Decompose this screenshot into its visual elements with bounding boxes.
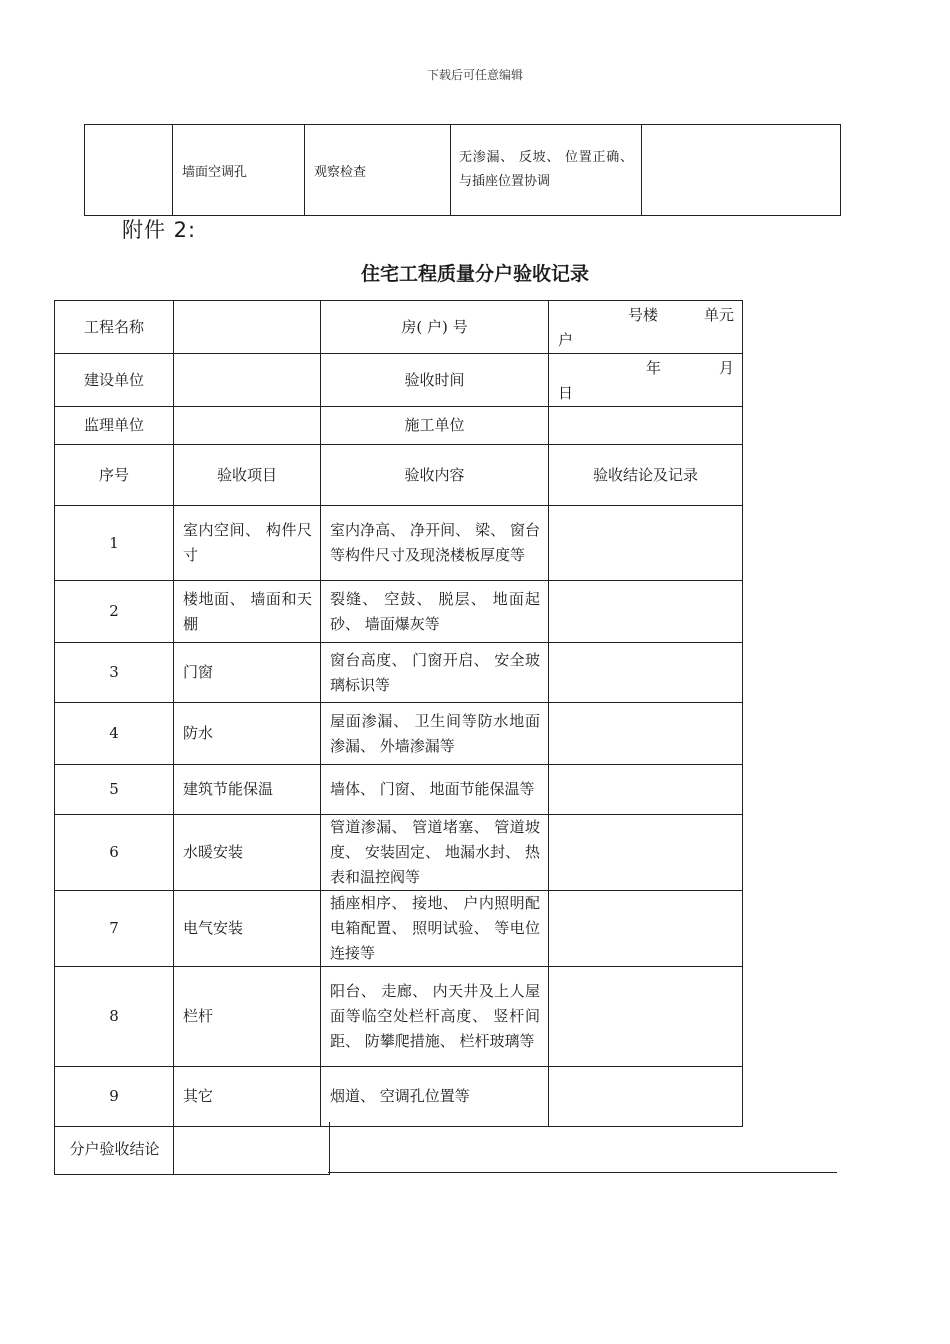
row-content: 窗台高度、 门窗开启、 安全玻璃标识等 [321,643,549,703]
column-header-result: 验收结论及记录 [549,445,743,506]
unit-suffix: 单元 [703,306,734,324]
table-row [55,815,743,891]
accept-time-field[interactable] [549,354,743,407]
row-number: 5 [55,765,174,815]
row-item: 防水 [174,703,321,765]
project-name-field[interactable] [174,301,321,354]
accept-time-label: 验收时间 [321,354,549,407]
building-suffix: 号楼 [627,306,658,324]
household-suffix: 户 [558,331,574,349]
row-item: 楼地面、 墙面和天棚 [174,581,321,643]
attachment-label: 附件 2: [122,218,197,242]
row-result-field[interactable] [549,1067,743,1127]
row-content: 管道渗漏、 管道堵塞、 管道坡度、 安装固定、 地漏水封、 热表和温控阀等 [321,815,549,891]
row-number: 2 [55,581,174,643]
conclusion-label: 分户验收结论 [54,1122,174,1175]
table-row [55,703,743,765]
table-row [55,643,743,703]
continuation-table [84,124,841,216]
info-row [55,301,743,354]
row-item: 电气安装 [174,891,321,967]
table-cell-blank [642,125,841,216]
room-field[interactable] [549,301,743,354]
table-row [55,581,743,643]
supervision-unit-label: 监理单位 [55,407,174,445]
day-suffix: 日 [558,384,574,402]
builder-unit-field[interactable] [549,407,743,445]
row-content: 阳台、 走廊、 内天井及上人屋面等临空处栏杆高度、 竖杆间距、 防攀爬措施、 栏杆玻璃等 [321,967,549,1067]
requirement-cell: 无渗漏、 反坡、 位置正确、 与插座位置协调 [451,125,642,216]
month-suffix: 月 [718,359,734,377]
row-item: 其它 [174,1067,321,1127]
header-note: 下载后可任意编辑 [426,68,523,82]
check-item-cell: 墙面空调孔 [173,125,305,216]
row-item: 室内空间、 构件尺寸 [174,506,321,581]
table-row [85,125,841,216]
row-content: 烟道、 空调孔位置等 [321,1067,549,1127]
row-result-field[interactable] [549,765,743,815]
row-result-field[interactable] [549,643,743,703]
row-result-field[interactable] [549,967,743,1067]
info-row [55,407,743,445]
table-cell-blank [85,125,173,216]
row-number: 9 [55,1067,174,1127]
supervision-unit-field[interactable] [174,407,321,445]
row-item: 水暖安装 [174,815,321,891]
row-item: 门窗 [174,643,321,703]
project-name-label: 工程名称 [55,301,174,354]
column-header-item: 验收项目 [174,445,321,506]
row-item: 栏杆 [174,967,321,1067]
row-result-field[interactable] [549,703,743,765]
conclusion-field[interactable] [173,1122,330,1175]
conclusion-underline [328,1172,837,1173]
row-number: 1 [55,506,174,581]
builder-unit-label: 施工单位 [321,407,549,445]
row-content: 屋面渗漏、 卫生间等防水地面渗漏、 外墙渗漏等 [321,703,549,765]
room-label: 房( 户) 号 [321,301,549,354]
table-row [55,891,743,967]
row-content: 墙体、 门窗、 地面节能保温等 [321,765,549,815]
row-content: 插座相序、 接地、 户内照明配电箱配置、 照明试验、 等电位连接等 [321,891,549,967]
row-number: 4 [55,703,174,765]
row-number: 6 [55,815,174,891]
acceptance-record-table [54,300,743,1127]
row-result-field[interactable] [549,815,743,891]
row-item: 建筑节能保温 [174,765,321,815]
info-row [55,354,743,407]
construction-unit-label: 建设单位 [55,354,174,407]
row-number: 3 [55,643,174,703]
row-result-field[interactable] [549,891,743,967]
row-number: 8 [55,967,174,1067]
column-header-no: 序号 [55,445,174,506]
table-row [55,967,743,1067]
column-header-content: 验收内容 [321,445,549,506]
row-number: 7 [55,891,174,967]
row-content: 室内净高、 净开间、 梁、 窗台等构件尺寸及现浇楼板厚度等 [321,506,549,581]
check-method-cell: 观察检查 [305,125,451,216]
form-title: 住宅工程质量分户验收记录 [360,263,589,285]
header-row [55,445,743,506]
table-row [55,1067,743,1127]
row-content: 裂缝、 空鼓、 脱层、 地面起砂、 墙面爆灰等 [321,581,549,643]
year-suffix: 年 [645,359,661,377]
table-row [55,506,743,581]
table-row [55,765,743,815]
row-result-field[interactable] [549,581,743,643]
construction-unit-field[interactable] [174,354,321,407]
row-result-field[interactable] [549,506,743,581]
